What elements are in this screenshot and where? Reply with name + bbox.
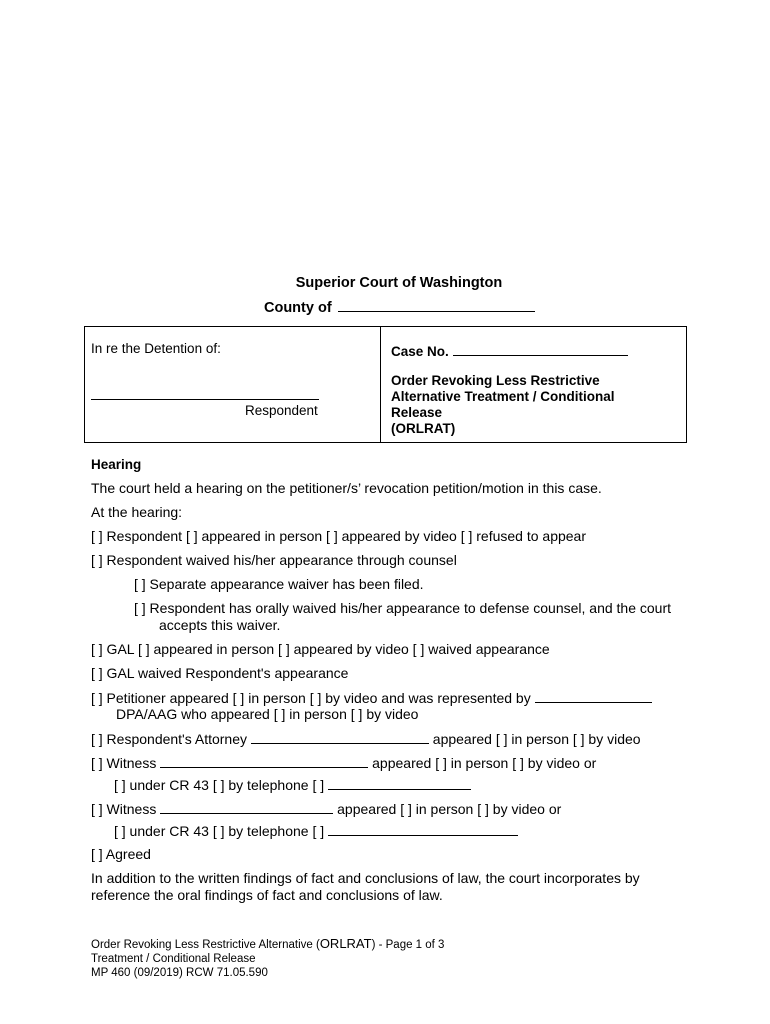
oral-waiver-line[interactable]: [ ] Respondent has orally waived his/her appearance to defense counsel, and the court <box>134 600 672 616</box>
footer-line-2: Treatment / Conditional Release <box>91 953 256 965</box>
respondent-waived-line[interactable]: [ ] Respondent waived his/her appearance through counsel <box>91 552 457 568</box>
witness-1-options: [ ] under CR 43 [ ] by telephone [ ] <box>114 777 325 793</box>
respondent-label: Respondent <box>245 403 318 418</box>
footer-title: Order Revoking Less Restrictive Alternative ( <box>91 939 320 951</box>
witness-1-name-blank[interactable] <box>160 754 368 768</box>
hearing-intro: The court held a hearing on the petitioner/s’ revocation petition/motion in this case. <box>91 480 602 496</box>
witness-2-name-blank[interactable] <box>160 800 333 814</box>
attorney-label: [ ] Respondent's Attorney <box>91 731 247 747</box>
order-code: (ORLRAT) <box>391 421 456 436</box>
respondent-appearance-line[interactable]: [ ] Respondent [ ] appeared in person [ ] appeared by video [ ] refused to appear <box>91 528 586 544</box>
order-title-line2: Alternative Treatment / Conditional <box>391 389 615 404</box>
order-title-line3: Release <box>391 405 443 420</box>
county-blank[interactable] <box>338 297 535 312</box>
order-title-line1: Order Revoking Less Restrictive <box>391 373 600 388</box>
case-caption-box <box>84 326 687 443</box>
county-label: County of <box>264 300 332 316</box>
witness-line-2[interactable] <box>91 800 691 818</box>
witness-2-options: [ ] under CR 43 [ ] by telephone [ ] <box>114 823 325 839</box>
witness-1-other-blank[interactable] <box>328 776 471 790</box>
witness-line-1[interactable] <box>91 754 691 772</box>
footer-line-3: MP 460 (09/2019) RCW 71.05.590 <box>91 967 268 979</box>
agreed-line[interactable]: [ ] Agreed <box>91 846 151 862</box>
at-hearing-label: At the hearing: <box>91 504 183 520</box>
gal-appearance-line[interactable]: [ ] GAL [ ] appeared in person [ ] appeared by video [ ] waived appearance <box>91 641 550 657</box>
court-title: Superior Court of Washington <box>295 275 503 291</box>
case-no-label: Case No. <box>391 344 449 359</box>
gal-waived-line[interactable]: [ ] GAL waived Respondent's appearance <box>91 665 349 681</box>
oral-waiver-line-cont: accepts this waiver. <box>159 617 281 633</box>
respondent-name-blank[interactable] <box>91 399 319 400</box>
hearing-heading: Hearing <box>91 457 142 472</box>
witness-line-1-cont[interactable] <box>114 776 714 794</box>
conclusion-line-2: reference the oral findings of fact and conclusions of law. <box>91 887 443 903</box>
caption-right <box>381 327 686 442</box>
separate-waiver-line[interactable]: [ ] Separate appearance waiver has been filed. <box>134 576 424 592</box>
county-line <box>264 297 535 316</box>
page-footer <box>91 937 444 980</box>
petitioner-line-cont[interactable]: DPA/AAG who appeared [ ] in person [ ] by video <box>116 706 419 722</box>
conclusion-line-1: In addition to the written findings of fact and conclusions of law, the court incorporates by <box>91 870 640 886</box>
attorney-name-blank[interactable] <box>251 730 429 744</box>
footer-page: ) - Page 1 of 3 <box>371 939 445 951</box>
respondent-attorney-line[interactable] <box>91 730 691 748</box>
witness-2-appeared: appeared [ ] in person [ ] by video or <box>337 801 562 817</box>
caption-left <box>85 327 381 442</box>
attorney-appeared: appeared [ ] in person [ ] by video <box>432 731 641 747</box>
petitioner-line-text: [ ] Petitioner appeared [ ] in person [ ] by video and was represented by <box>91 690 531 706</box>
petitioner-line[interactable] <box>91 689 691 707</box>
witness-1-appeared: appeared [ ] in person [ ] by video or <box>372 755 597 771</box>
witness-1-label: [ ] Witness <box>91 755 157 771</box>
order-title <box>391 373 631 437</box>
in-re-label: In re the Detention of: <box>91 341 221 356</box>
witness-line-2-cont[interactable] <box>114 822 714 840</box>
petitioner-rep-blank[interactable] <box>535 689 652 703</box>
footer-line-1 <box>91 937 444 952</box>
case-number-blank[interactable] <box>453 343 628 356</box>
case-number-line <box>391 343 628 359</box>
witness-2-other-blank[interactable] <box>328 822 518 836</box>
witness-2-label: [ ] Witness <box>91 801 157 817</box>
footer-code: ORLRAT <box>319 936 372 951</box>
